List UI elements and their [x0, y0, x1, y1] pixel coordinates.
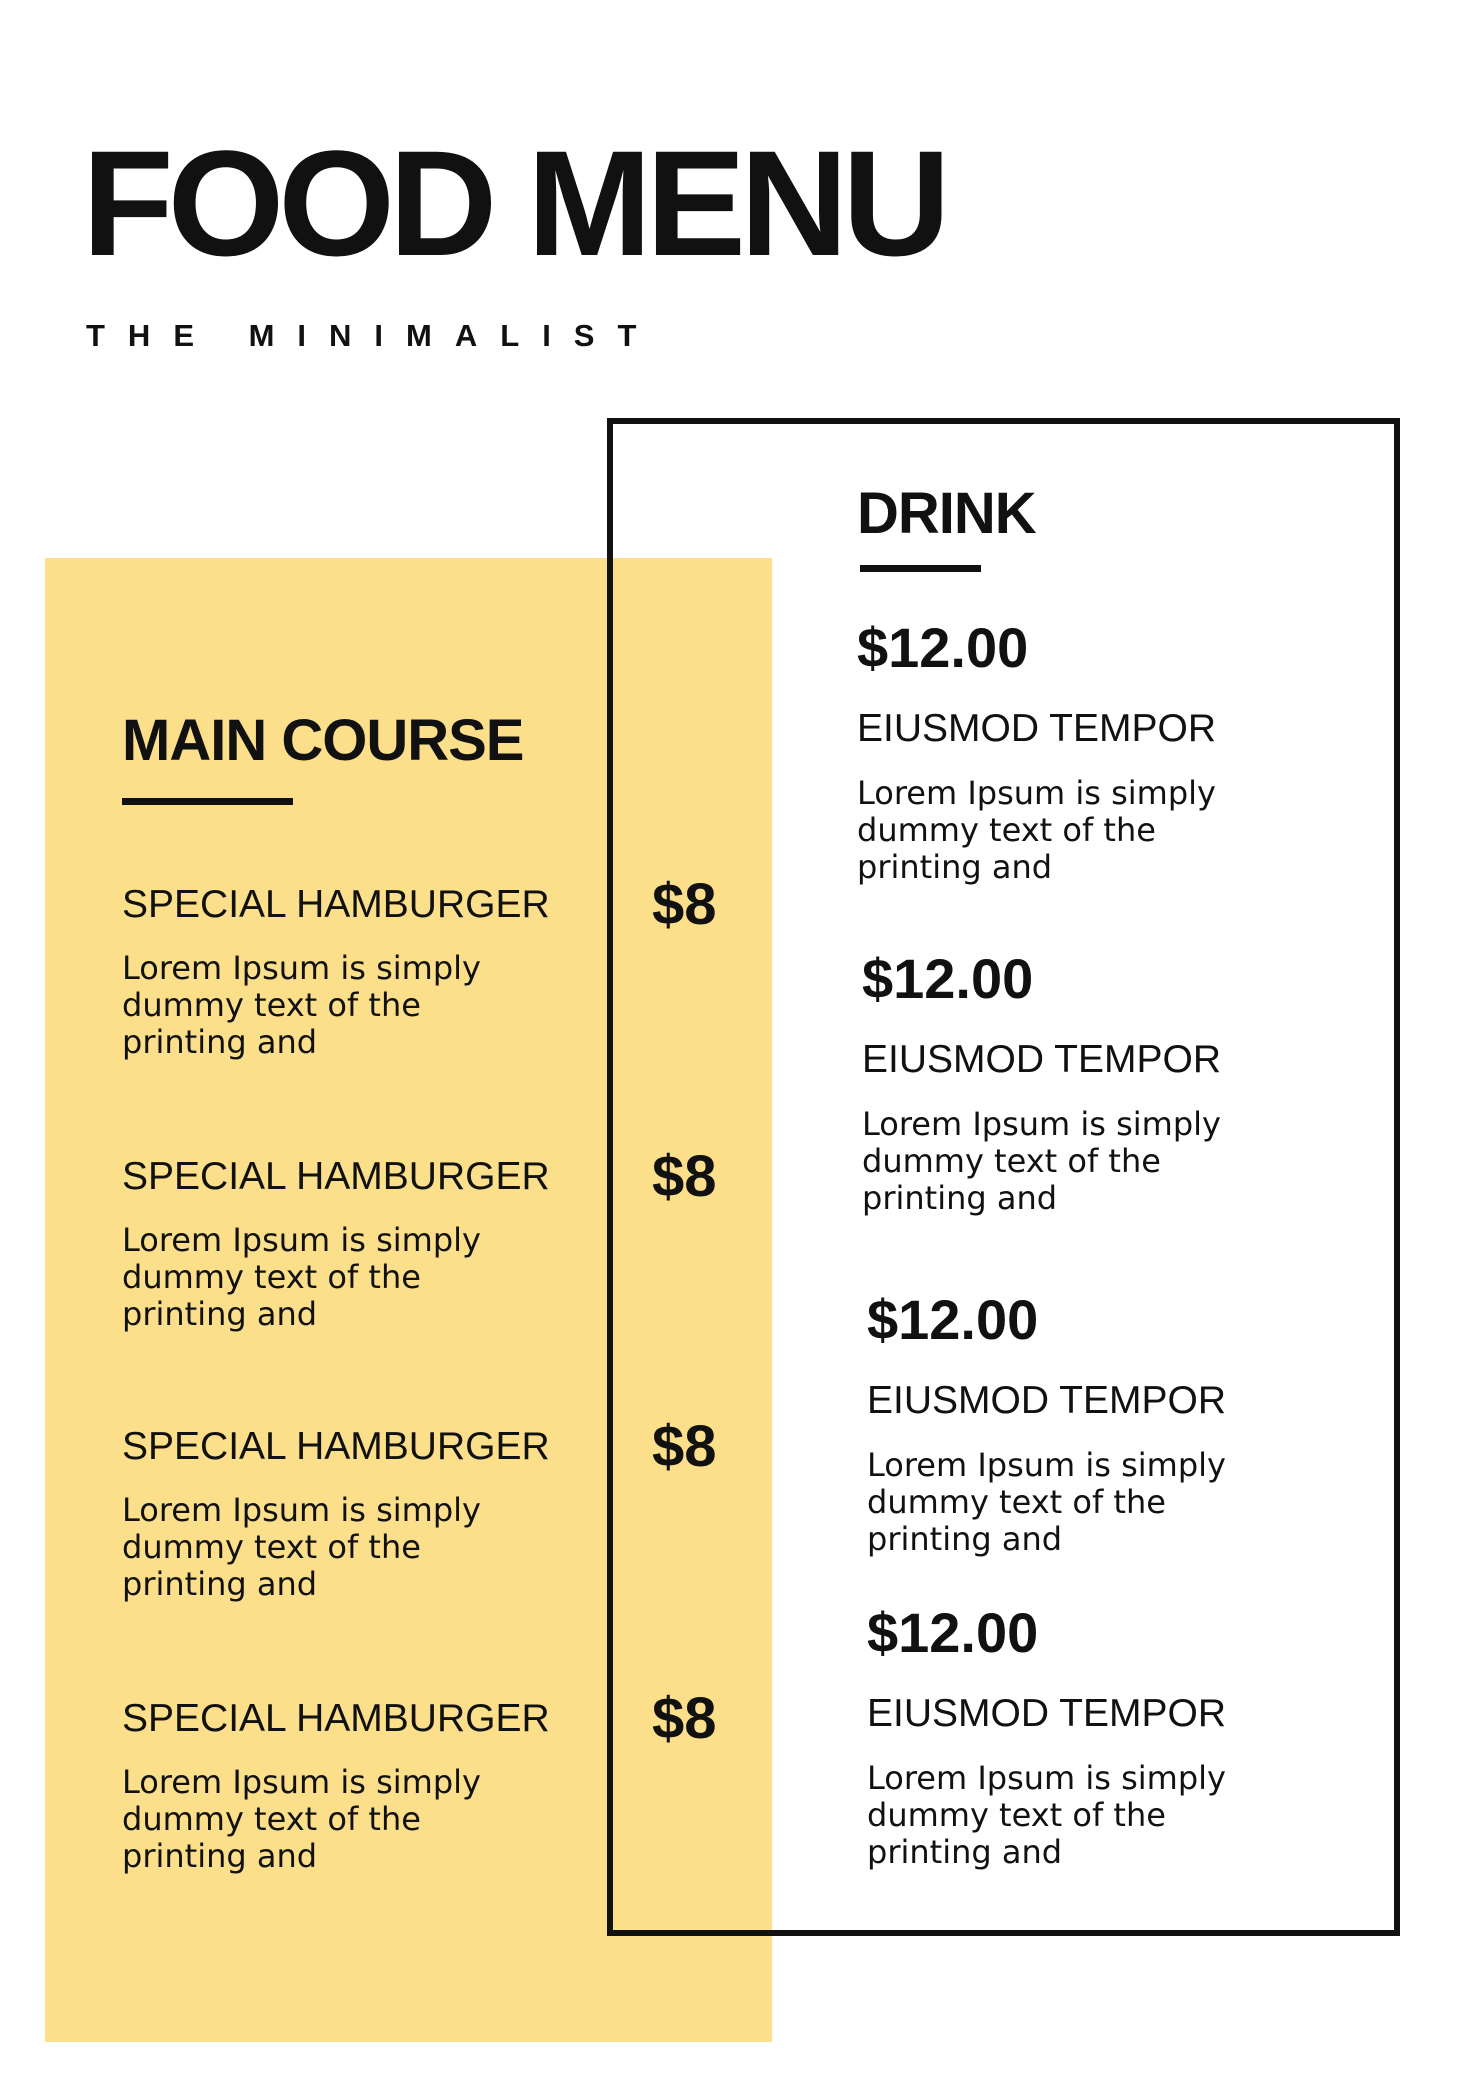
- main-item-description: Lorem Ipsum is simply dummy text of the printing and: [122, 1763, 481, 1875]
- drink-item-name: EIUSMOD TEMPOR: [857, 707, 1216, 750]
- drink-item-description: Lorem Ipsum is simply dummy text of the printing and: [862, 1105, 1221, 1217]
- main-item-name: SPECIAL HAMBURGER: [122, 1697, 550, 1740]
- drink-item-description: Lorem Ipsum is simply dummy text of the printing and: [867, 1446, 1226, 1558]
- main-course-underline: [122, 798, 293, 805]
- drink-item-name: EIUSMOD TEMPOR: [862, 1038, 1221, 1081]
- main-item-name: SPECIAL HAMBURGER: [122, 1425, 550, 1468]
- drink-heading: DRINK: [857, 481, 1036, 546]
- main-item-price: $8: [652, 872, 717, 937]
- main-item-price: $8: [652, 1144, 717, 1209]
- drink-item-name: EIUSMOD TEMPOR: [867, 1379, 1226, 1422]
- main-item-price: $8: [652, 1414, 717, 1479]
- main-item-name: SPECIAL HAMBURGER: [122, 1155, 550, 1198]
- drink-item-price: $12.00: [867, 1288, 1039, 1351]
- main-item-description: Lorem Ipsum is simply dummy text of the printing and: [122, 1221, 481, 1333]
- menu-subtitle: THE MINIMALIST: [86, 318, 660, 353]
- drink-item-price: $12.00: [862, 947, 1034, 1010]
- drink-item-price: $12.00: [857, 616, 1029, 679]
- drink-item-price: $12.00: [867, 1601, 1039, 1664]
- drink-underline: [860, 565, 981, 572]
- main-item-description: Lorem Ipsum is simply dummy text of the printing and: [122, 949, 481, 1061]
- drink-item-name: EIUSMOD TEMPOR: [867, 1692, 1226, 1735]
- main-course-heading: MAIN COURSE: [122, 708, 524, 773]
- drink-item-description: Lorem Ipsum is simply dummy text of the printing and: [867, 1759, 1226, 1871]
- drink-item-description: Lorem Ipsum is simply dummy text of the printing and: [857, 774, 1216, 886]
- menu-title: FOOD MENU: [82, 119, 945, 287]
- main-item-description: Lorem Ipsum is simply dummy text of the printing and: [122, 1491, 481, 1603]
- main-item-name: SPECIAL HAMBURGER: [122, 883, 550, 926]
- main-item-price: $8: [652, 1686, 717, 1751]
